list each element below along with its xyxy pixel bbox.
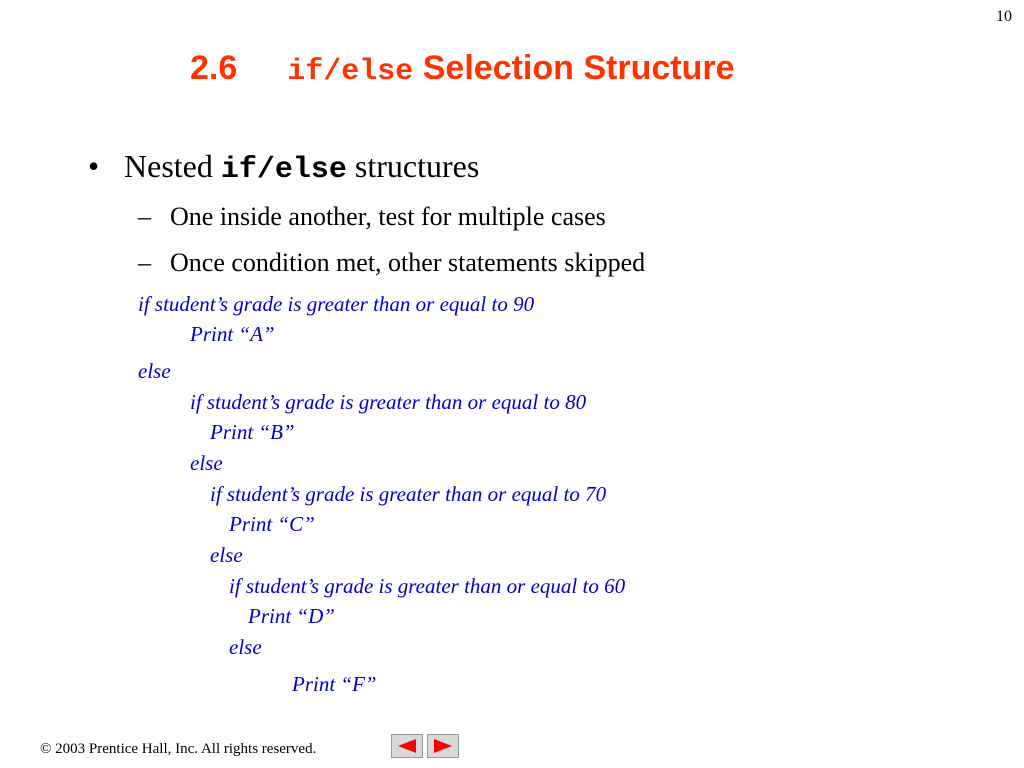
sub-bullet-text: One inside another, test for multiple cases [170,202,606,231]
sub-bullet-dash: – [138,248,151,277]
sub-bullet [138,246,645,280]
pseudocode-line: if student’s grade is greater than or equal to 80 [190,390,587,414]
triangle-left-icon [396,738,418,754]
bullet-code: if/else [220,153,347,187]
pseudocode-line: if student’s grade is greater than or equal to 90 [138,292,535,316]
copyright-footer [40,741,316,758]
bullet-dot: • [88,148,100,184]
bullet-prefix: Nested [124,148,213,184]
title-section-number: 2.6 [190,49,238,87]
pseudocode-line: Print “F” [292,672,377,696]
previous-slide-button[interactable] [391,734,423,758]
slide-navigation [391,734,459,758]
pseudocode-line: Print “D” [248,604,335,628]
pseudocode-line: Print “A” [190,322,275,346]
main-bullet [88,146,479,190]
pseudocode-line: else [190,451,223,475]
pseudocode-line: if student’s grade is greater than or equal to 70 [210,482,607,506]
triangle-right-icon [432,738,454,754]
pseudocode-line: else [229,635,262,659]
bullet-suffix: structures [354,148,480,184]
pseudocode-line: else [138,359,171,383]
copyright-text: 2003 Prentice Hall, Inc. All rights reserved. [55,741,317,757]
pseudocode-line: if student’s grade is greater than or equal to 60 [229,574,626,598]
title-text: Selection Structure [422,49,735,87]
pseudocode-line: Print “C” [229,512,315,536]
copyright-symbol: © [40,741,52,757]
page-number: 10 [996,8,1012,25]
title-code: if/else [287,55,414,89]
pseudocode-line: Print “B” [210,420,295,444]
next-slide-button[interactable] [427,734,459,758]
pseudocode-line: else [210,543,243,567]
sub-bullet-dash: – [138,202,151,231]
slide-title [190,46,735,94]
sub-bullet-text: Once condition met, other statements skipped [170,248,646,277]
sub-bullet [138,200,606,234]
